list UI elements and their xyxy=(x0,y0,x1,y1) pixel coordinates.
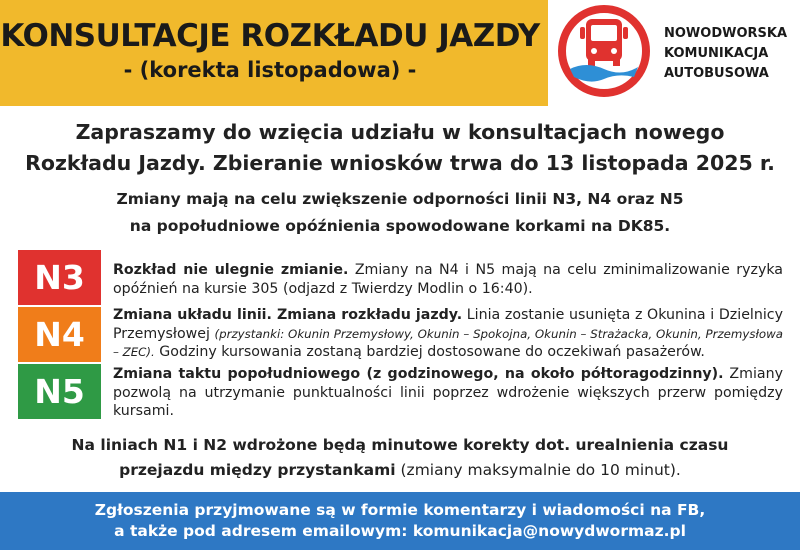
line-description-n3 xyxy=(113,261,783,298)
goal-line-1: Zmiany mają na celu zwiększenie odporności linii N3, N4 oraz N5 xyxy=(116,190,684,208)
intro-text xyxy=(0,117,800,179)
footer-line-2: a także pod adresem emailowym: komunikacja@nowydwormaz.pl xyxy=(114,522,686,540)
note-text xyxy=(0,433,800,483)
line-description-n4 xyxy=(113,306,783,362)
note-line-2-bold: przejazdu między przystankami xyxy=(119,461,396,479)
line-badge-n4: N4 xyxy=(18,307,101,362)
line-text-n3: Zmiany na N4 i N5 mają na celu zminimalizowanie ryzyka opóźnień na kursie 305 (odjazd z Twierdzy Modlin o 16:40). xyxy=(113,262,784,297)
logo-line-1: NOWODWORSKA xyxy=(664,26,788,41)
line-heading-n4: Zmiana układu linii. Zmiana rozkładu jazdy. xyxy=(113,307,463,323)
line-text-n4: Linia zostanie usunięta z Okunina i Dzielnicy Przemysłowej xyxy=(113,307,783,342)
line-description-n5 xyxy=(113,365,783,421)
line-heading-n3: Rozkład nie ulegnie zmianie. xyxy=(113,262,349,278)
line-badge-n3: N3 xyxy=(18,250,101,305)
line-heading-n5: Zmiana taktu popołudniowego (z godzinowego, na około półtoragodzinny). xyxy=(113,366,724,382)
footer-line-1: Zgłoszenia przyjmowane są w formie komentarzy i wiadomości na FB, xyxy=(94,501,706,519)
note-line-1 xyxy=(0,433,800,458)
line-text-n5: Zmiany pozwolą na utrzymanie punktualności linii poprzez wdrożenie większych przerw pomiędzy kursami. xyxy=(113,366,783,419)
goal-line-2: na popołudniowe opóźnienia spowodowane korkami na DK85. xyxy=(129,217,671,235)
bus-icon xyxy=(556,3,652,99)
note-line-1-text: Na liniach N1 i N2 wdrożone będą minutowe korekty dot. urealnienia czasu xyxy=(71,436,729,454)
page-title: KONSULTACJE ROZKŁADU JAZDY xyxy=(0,18,540,54)
logo xyxy=(548,0,800,106)
goal-text xyxy=(0,186,800,240)
logo-line-2: KOMUNIKACJA xyxy=(664,46,769,61)
intro-line-2: Rozkładu Jazdy. Zbieranie wniosków trwa do 13 listopada 2025 r. xyxy=(25,151,775,175)
logo-text xyxy=(664,24,787,84)
line-badge-n5: N5 xyxy=(18,364,101,419)
logo-line-3: AUTOBUSOWA xyxy=(664,66,769,81)
page-subtitle: - (korekta listopadowa) - xyxy=(123,58,417,82)
intro-line-1: Zapraszamy do wzięcia udziału w konsultacjach nowego xyxy=(75,120,725,144)
line-text2-n4: Godziny kursowania zostaną bardziej dostosowane do oczekiwań pasażerów. xyxy=(154,344,705,360)
footer-banner xyxy=(0,492,800,550)
note-line-2-rest: (zmiany maksymalnie do 10 minut). xyxy=(395,461,681,479)
note-line-2 xyxy=(0,458,800,483)
line-stops-n4: (przystanki: Okunin Przemysłowy, Okunin – Spokojna, Okunin – Strażacka, Okunin, Przemysłowa – ZEC). xyxy=(113,326,783,359)
